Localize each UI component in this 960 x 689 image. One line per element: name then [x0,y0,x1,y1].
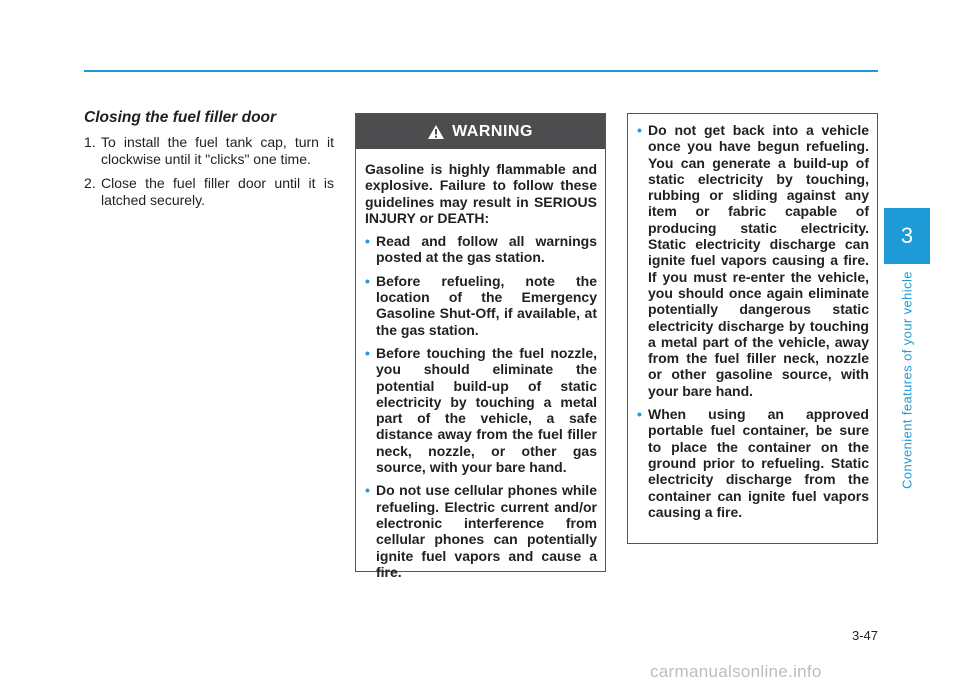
warning-continued-box [627,113,878,544]
step-item [84,175,334,209]
chapter-title: Convenient features of your vehicle [899,271,915,489]
warning-content [356,161,605,580]
step-text: To install the fuel tank cap, turn it clockwise until it "clicks" one time. [101,134,334,167]
warning-title: WARNING [452,122,533,140]
step-text: Close the fuel filler door until it is latched securely. [101,175,334,208]
warning-header [356,114,605,149]
page-number: 3-47 [851,628,878,643]
warning-triangle-icon [428,125,444,139]
watermark: carmanualsonline.info [650,662,822,681]
instruction-steps [84,134,334,216]
warning-bullet: • Read and follow all warnings posted at the gas station. [365,233,597,266]
warning-bullet: • Do not use cellular phones while refueling. Electric current and/or electronic interference from cellular phones can potentially ignite fuel vapors and cause a fire. [365,482,597,580]
section-heading: Closing the fuel filler door [84,109,277,126]
step-number: 2. [84,175,96,191]
warning-box [355,113,606,580]
chapter-tab: 3 [884,208,930,264]
warning-bullets [365,233,597,580]
warning-bullet: • When using an approved portable fuel container, be sure to place the container on the ground prior to refueling. Static electricity discharge from the container can ignite fuel vapors causing a fire. [637,406,869,520]
warning-bullet: • Do not get back into a vehicle once you have begun refueling. You can generate a build-up of static electricity by touching, rubbing or sliding against any item or fabric capable of producing static electricity. Static electricity discharge can ignite fuel vapors causing a fire. If you must re-enter the vehicle, you should once again eliminate potentially dangerous static electricity discharge by touching a metal part of the vehicle, away from the fuel filler neck, nozzle or other gasoline source, with your bare hand. [637,122,869,399]
warning-intro: Gasoline is highly flammable and explosive. Failure to follow these guidelines may result in SERIOUS INJURY or DEATH: [365,161,597,226]
warning-continued-content [628,114,877,520]
header-rule [84,70,878,72]
warning-bullet: • Before touching the fuel nozzle, you should eliminate the potential build-up of static electricity by touching a metal part of the vehicle, a safe distance away from the fuel filler neck, nozzle, or other gas source, with your bare hand. [365,345,597,475]
step-number: 1. [84,134,96,150]
warning-bullet: • Before refueling, note the location of the Emergency Gasoline Shut-Off, if available, at the gas station. [365,273,597,338]
step-item [84,134,334,168]
warning-continued-bullets [637,122,869,520]
